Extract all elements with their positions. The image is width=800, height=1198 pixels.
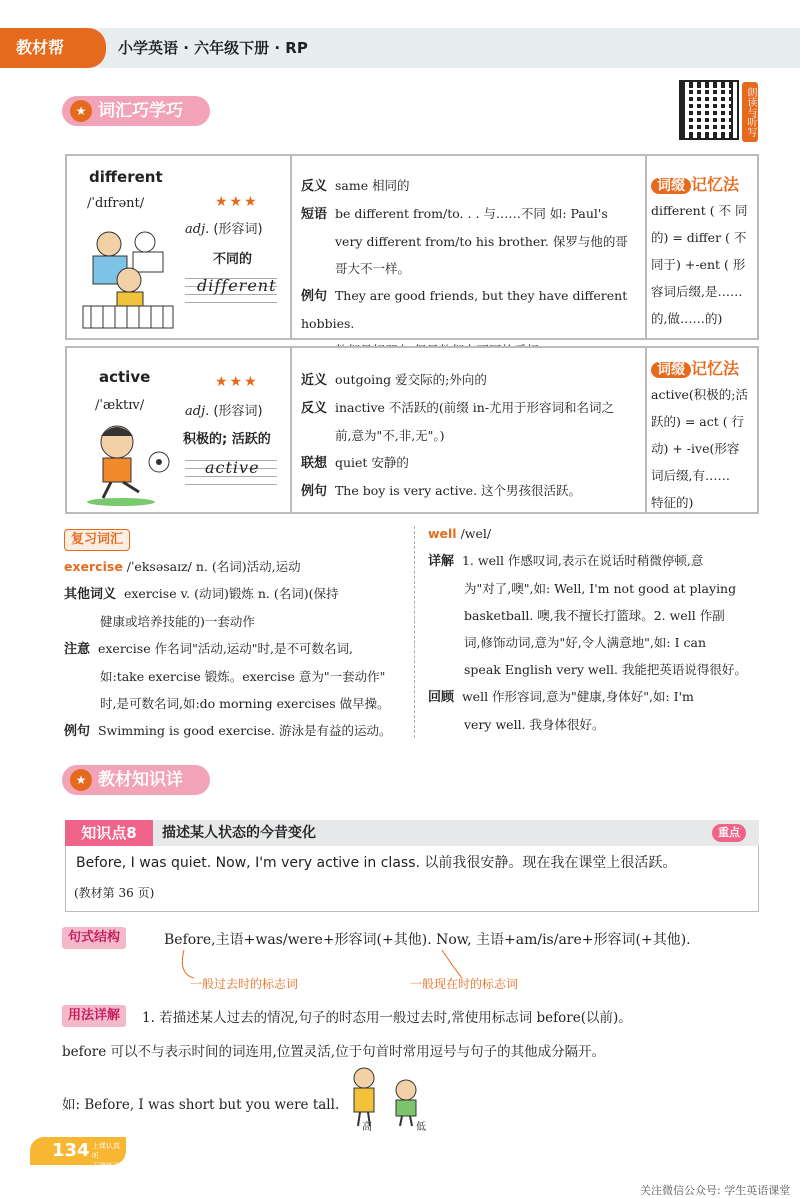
memory-box <box>651 172 755 332</box>
detail-line: 例句 The boy is very active. 这个男孩很活跃。 <box>301 483 582 499</box>
page-number: 134 <box>52 1140 90 1161</box>
word-headword: different <box>89 168 163 186</box>
word-meaning: 积极的; 活跃的 <box>183 432 271 447</box>
star-icon: ★ <box>70 100 92 122</box>
detail-line: 例句 They are good friends, but they have different hobbies. <box>301 288 628 331</box>
vocab-card-active <box>65 346 759 514</box>
card1-details <box>301 172 641 364</box>
memory-badge: 词缀 <box>651 362 691 378</box>
pos-line: adj. (形容词) <box>185 404 263 419</box>
drummer-illustration <box>79 222 179 332</box>
review-line: 例句 Swimming is good exercise. 游泳是有益的运动。 <box>64 723 392 739</box>
memory-line: different ( 不 同 <box>651 203 748 218</box>
detail-line: 哥大不一样。 <box>335 261 411 276</box>
review-column <box>64 553 409 745</box>
wechat-note: 关注微信公众号: 学生英语课堂 <box>640 1184 791 1197</box>
structure-formula: Before,主语+was/were+形容词(+其他). Now, 主语+am/is/are+形容词(+其他). <box>164 932 691 948</box>
usage-line-1: 1. 若描述某人过去的情况,句子的时态用一般过去时,常使用标志词 before(以前)。 <box>142 1010 632 1026</box>
usage-line-2: before 可以不与表示时间的词连用,位置灵活,位于句首时常用逗号与句子的其他成分隔开。 <box>62 1044 606 1060</box>
memory-line: 特征的) <box>651 495 694 510</box>
section-knowledge-title: ★ 教材知识详解 <box>62 765 210 795</box>
well-column <box>428 520 768 738</box>
knowledge-box <box>65 846 759 912</box>
handwriting-lines: active <box>185 452 277 490</box>
structure-note-past: 一般过去时的标志词 <box>190 977 299 991</box>
well-line: 为"对了,噢",如: Well, I'm not good at playing <box>464 581 737 596</box>
word-headword: active <box>99 368 151 386</box>
review-line: 时,是可数名词,如:do morning exercises 做早操。 <box>100 696 390 711</box>
well-word-line: well /wel/ <box>428 526 492 541</box>
usage-example: 如: Before, I was short but you were tall. <box>62 1097 340 1113</box>
well-line: very well. 我身体很好。 <box>464 717 605 732</box>
column-divider <box>414 526 416 738</box>
detail-line: 近义 outgoing 爱交际的;外向的 <box>301 372 487 388</box>
pos-line: adj. (形容词) <box>185 222 263 237</box>
short-label: 低 <box>416 1122 426 1133</box>
memory-line: 跃的) = act ( 行 <box>651 414 745 429</box>
key-point-tag: 重点 <box>712 824 746 842</box>
card2-details <box>301 366 641 505</box>
well-line: basketball. 噢,我不擅长打篮球。2. well 作副 <box>464 608 725 623</box>
memory-line: 动) + -ive(形容 <box>651 441 740 456</box>
well-line: 详解 1. well 作感叹词,表示在说话时稍微停顿,意 <box>428 553 704 569</box>
review-line: 如:take exercise 锻炼。exercise 意为"一套动作" <box>100 669 386 684</box>
word-meaning: 不同的 <box>213 252 253 267</box>
tall-label: 高 <box>362 1122 372 1133</box>
structure-note-present: 一般现在时的标志词 <box>410 977 519 991</box>
handwriting-lines: different <box>185 270 277 308</box>
memory-line: 容词后缀,是…… <box>651 284 743 299</box>
memory-title: 记忆法 <box>691 359 740 378</box>
detail-line: very different from/to his brother. 保罗与他的哥 <box>335 234 628 249</box>
knowledge-source: (教材第 36 页) <box>74 886 155 900</box>
review-line: 其他词义 exercise v. (动词)锻炼 n. (名词)(保持 <box>64 586 339 602</box>
knowledge-badge: 知识点8 <box>65 820 153 846</box>
structure-pill: 句式结构 <box>62 927 126 949</box>
usage-pill: 用法详解 <box>62 1005 126 1027</box>
well-line: 词,修饰动词,意为"好,令人满意地",如: I can <box>464 635 706 650</box>
qr-label: 朗读与听写 <box>742 82 758 142</box>
memory-box <box>651 356 755 516</box>
star-rating: ★★★ <box>215 194 259 210</box>
header-tab: 教材帮 <box>0 28 106 68</box>
detail-line: 前,意为"不,非,无"。) <box>335 428 445 443</box>
page-badge <box>30 1137 126 1180</box>
star-icon: ★ <box>70 769 92 791</box>
well-line: speak English very well. 我能把英语说得很好。 <box>464 662 747 677</box>
well-line: 回顾 well 作形容词,意为"健康,身体好",如: I'm <box>428 689 694 705</box>
word-phonetic: /ˈdɪfrənt/ <box>87 196 145 211</box>
vocab-card-different <box>65 154 759 340</box>
detail-line: 短语 be different from/to. . . 与……不同 如: Paul's <box>301 206 608 222</box>
memory-line: 的,做……的) <box>651 311 723 326</box>
detail-line: 反义 inactive 不活跃的(前缀 in-尤用于形容词和名词之 <box>301 400 615 416</box>
word-phonetic: /ˈæktɪv/ <box>95 398 145 413</box>
review-pill: 复习词汇 <box>64 529 130 551</box>
boy-football-illustration <box>81 418 177 508</box>
memory-line: 同于) +-ent ( 形 <box>651 257 746 272</box>
knowledge-title: 描述某人状态的今昔变化 <box>162 825 316 841</box>
memory-line: active(积极的;活 <box>651 387 749 402</box>
review-line: 注意 exercise 作名词"活动,运动"时,是不可数名词, <box>64 641 353 657</box>
section-vocab-title: ★ 词汇巧学巧记 <box>62 96 210 126</box>
page-slogan: 上课认真听 下课练天天 <box>92 1142 120 1180</box>
memory-line: 词后缀,有…… <box>651 468 730 483</box>
header-title: 小学英语 · 六年级下册 · RP <box>118 39 308 57</box>
qr-code-icon[interactable] <box>679 80 739 140</box>
memory-badge: 词缀 <box>651 178 691 194</box>
knowledge-sentence: Before, I was quiet. Now, I'm very active in class. 以前我很安静。现在我在课堂上很活跃。 <box>76 855 677 871</box>
review-line: 健康或培养技能的)一套动作 <box>100 614 255 629</box>
star-rating: ★★★ <box>215 374 259 390</box>
review-word-line: exercise /ˈeksəsaɪz/ n. (名词)活动,运动 <box>64 559 301 574</box>
memory-line: 的) = differ ( 不 <box>651 230 747 245</box>
memory-title: 记忆法 <box>691 175 740 194</box>
detail-line: 反义 same 相同的 <box>301 178 410 194</box>
detail-line: 联想 quiet 安静的 <box>301 455 409 471</box>
